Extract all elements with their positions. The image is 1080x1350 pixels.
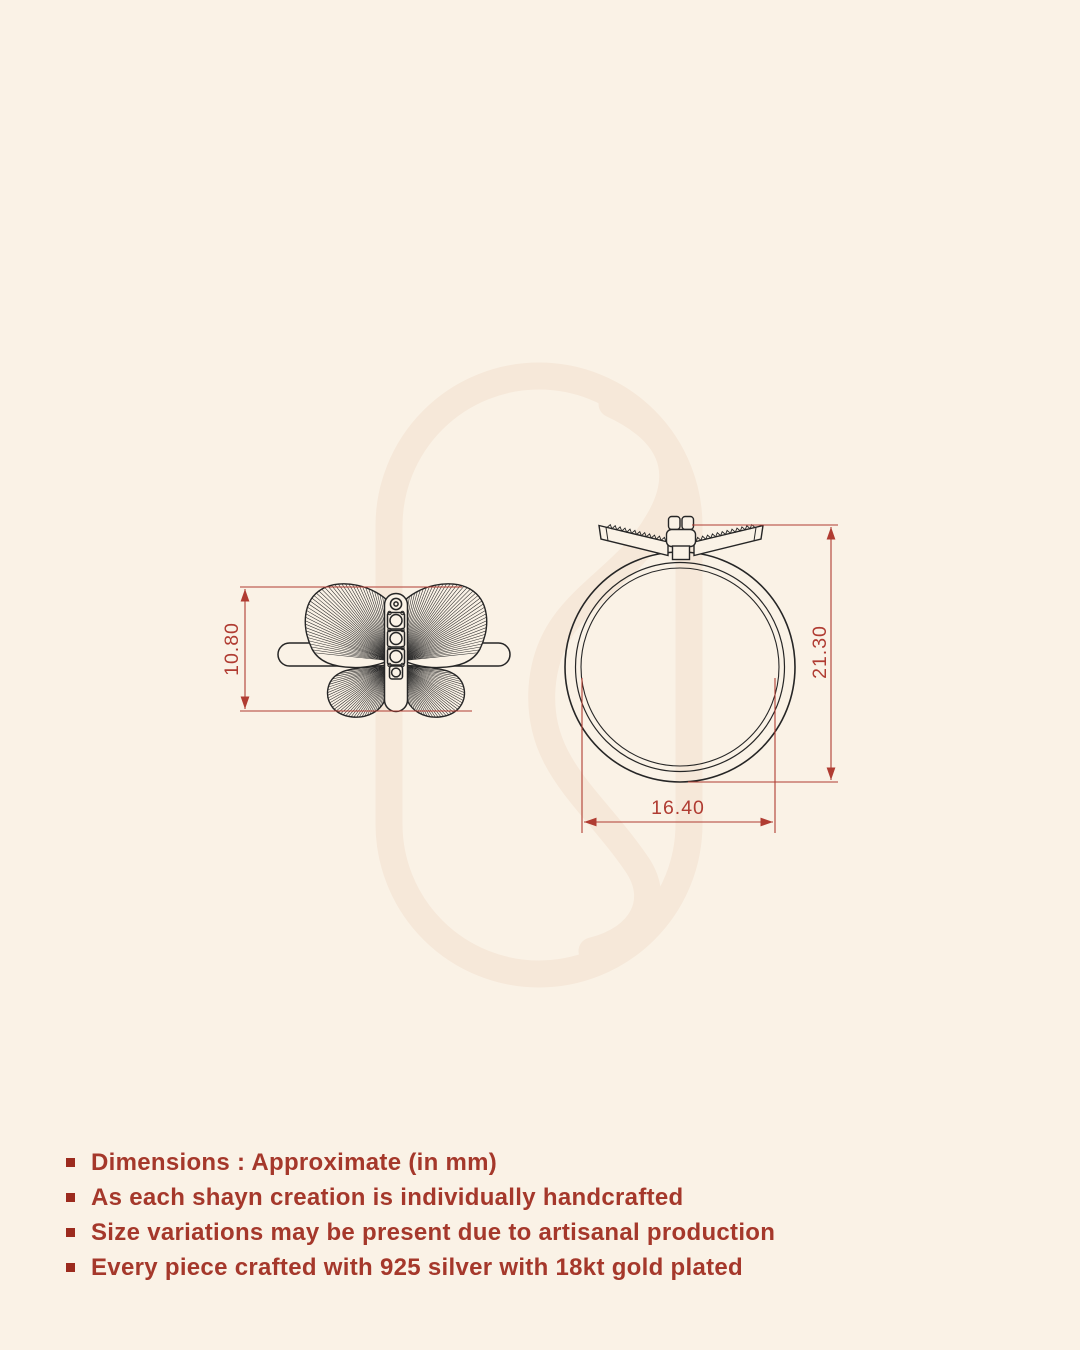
square-bullet-icon bbox=[66, 1263, 75, 1272]
side-height-label: 10.80 bbox=[221, 622, 244, 676]
butterfly-body-gems bbox=[385, 594, 408, 712]
note-text: As each shayn creation is individually handcrafted bbox=[91, 1184, 684, 1211]
note-item bbox=[64, 1146, 775, 1181]
square-bullet-icon bbox=[66, 1158, 75, 1167]
note-item bbox=[64, 1216, 775, 1251]
note-text: Every piece crafted with 925 silver with 18kt gold plated bbox=[91, 1254, 743, 1281]
note-item bbox=[64, 1251, 775, 1286]
front-height-label: 21.30 bbox=[809, 625, 832, 679]
note-item bbox=[64, 1181, 775, 1216]
product-notes bbox=[64, 1146, 775, 1286]
front-width-label: 16.40 bbox=[651, 797, 705, 819]
square-bullet-icon bbox=[66, 1193, 75, 1202]
square-bullet-icon bbox=[66, 1228, 75, 1237]
note-text: Size variations may be present due to artisanal production bbox=[91, 1219, 776, 1246]
note-text: Dimensions : Approximate (in mm) bbox=[91, 1149, 498, 1176]
